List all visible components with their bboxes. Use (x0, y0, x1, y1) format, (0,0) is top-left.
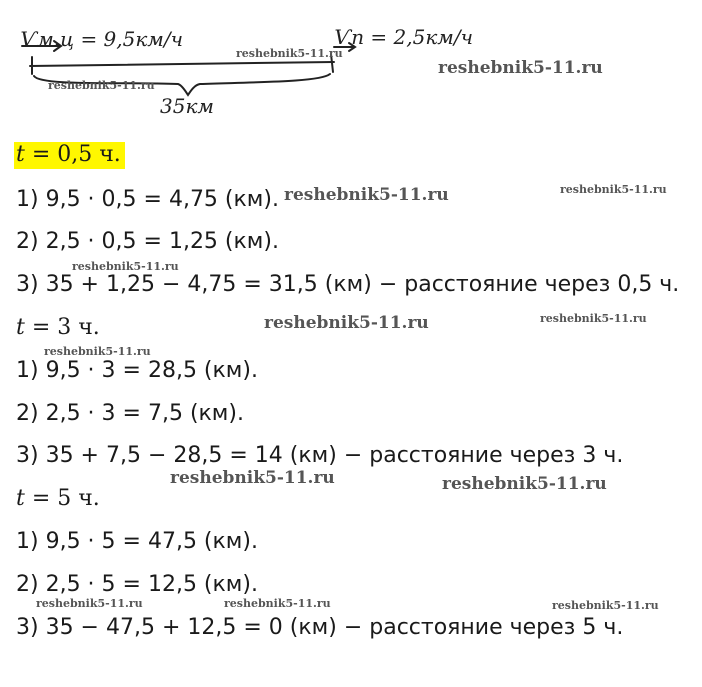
time-value: = 0,5 ч. (24, 142, 121, 167)
watermark: reshebnik5-11.ru (438, 58, 603, 78)
time-line-2 (16, 315, 100, 341)
time-value: = 3 ч. (24, 315, 100, 340)
step-line: 3) 35 + 7,5 − 28,5 = 14 (км) − расстояние через 3 ч. (16, 443, 624, 468)
watermark: reshebnik5-11.ru (36, 597, 143, 610)
time-value: = 5 ч. (24, 486, 100, 511)
time-variable: t (16, 486, 25, 511)
step-line: 2) 2,5 · 5 = 12,5 (км). (16, 572, 258, 597)
watermark: reshebnik5-11.ru (224, 597, 331, 610)
step-line: 1) 9,5 · 5 = 47,5 (км). (16, 529, 258, 554)
step-line: 1) 9,5 · 0,5 = 4,75 (км). (16, 187, 279, 212)
watermark: reshebnik5-11.ru (48, 79, 155, 92)
distance-label: 35км (160, 94, 214, 118)
segment-line (30, 62, 334, 66)
watermark: reshebnik5-11.ru (442, 474, 607, 494)
step-line: 1) 9,5 · 3 = 28,5 (км). (16, 358, 258, 383)
watermark: reshebnik5-11.ru (44, 345, 151, 358)
watermark: reshebnik5-11.ru (72, 260, 179, 273)
watermark: reshebnik5-11.ru (560, 183, 667, 196)
time-line-1 (16, 142, 125, 168)
time-variable: t (16, 315, 25, 340)
step-line: 2) 2,5 · 3 = 7,5 (км). (16, 401, 244, 426)
speed-left-label: Ѵм.ц = 9,5км/ч (20, 27, 184, 51)
watermark: reshebnik5-11.ru (540, 312, 647, 325)
watermark: reshebnik5-11.ru (170, 468, 335, 488)
time-line-3 (16, 486, 100, 512)
watermark: reshebnik5-11.ru (284, 185, 449, 205)
watermark: reshebnik5-11.ru (264, 313, 429, 333)
speed-right-label: Ѵп = 2,5км/ч (334, 25, 474, 49)
watermark: reshebnik5-11.ru (552, 599, 659, 612)
time-variable: t (16, 142, 25, 167)
watermark: reshebnik5-11.ru (236, 47, 343, 60)
step-line: 3) 35 − 47,5 + 12,5 = 0 (км) − расстояние через 5 ч. (16, 615, 624, 640)
step-line: 3) 35 + 1,25 − 4,75 = 31,5 (км) − расстояние через 0,5 ч. (16, 272, 680, 297)
step-line: 2) 2,5 · 0,5 = 1,25 (км). (16, 229, 279, 254)
